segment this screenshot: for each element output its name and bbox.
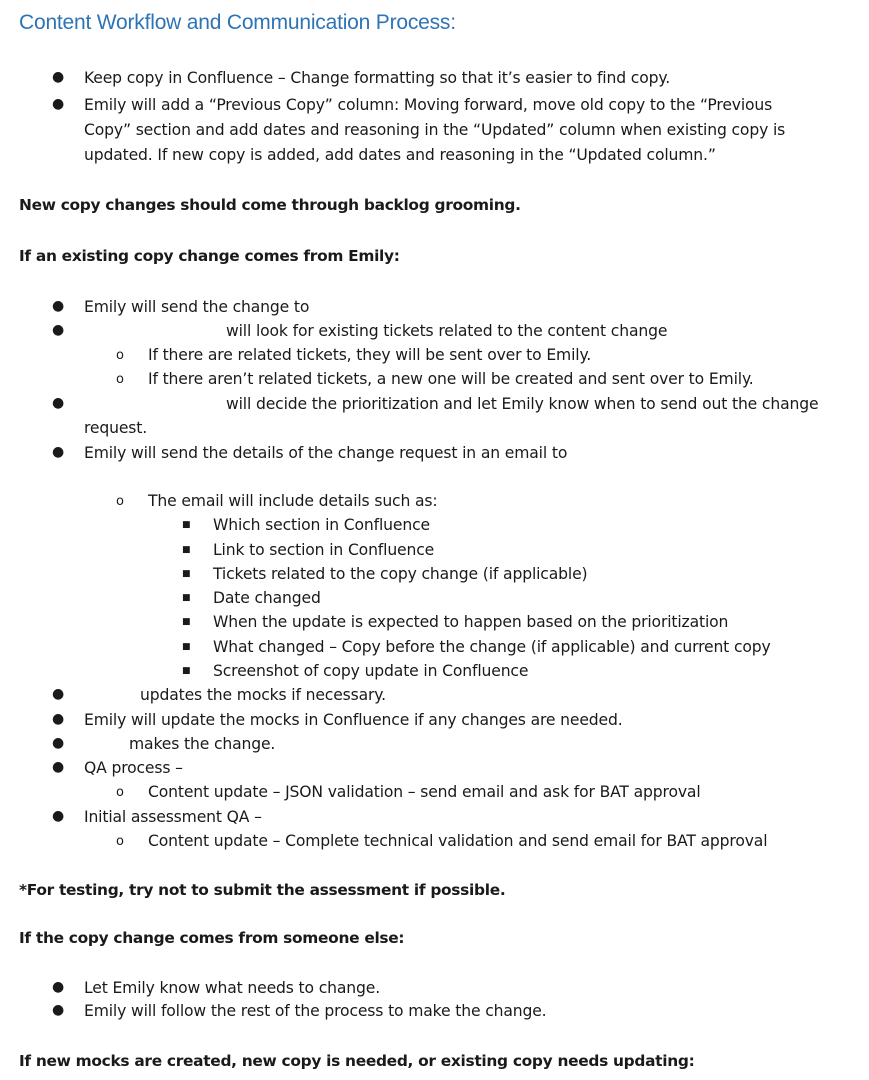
list-item: Initial assessment QA –: [84, 808, 262, 826]
list-item: What changed – Copy before the change (if applicable) and current copy: [213, 638, 771, 656]
bullet-circle: o: [116, 372, 124, 387]
list-item: Content update – JSON validation – send email and ask for BAT approval: [148, 783, 701, 801]
bullet-dot: ●: [52, 759, 65, 775]
backlog-note: New copy changes should come through backlog grooming.: [19, 196, 521, 214]
bullet-circle: o: [116, 494, 124, 509]
list-item: Date changed: [213, 589, 321, 607]
intro-line: Copy” section and add dates and reasoning in the “Updated” column when existing copy is: [84, 121, 786, 139]
list-item: Emily will update the mocks in Confluence if any changes are needed.: [84, 711, 623, 729]
document-title: Content Workflow and Communication Process:: [19, 11, 456, 34]
list-item: QA process –: [84, 759, 183, 777]
list-item: will decide the prioritization and let Emily know when to send out the change: [226, 395, 819, 413]
bullet-dot: ●: [52, 69, 65, 85]
list-item: will look for existing tickets related to the content change: [226, 322, 668, 340]
bullet-dot: ●: [52, 444, 65, 460]
list-item: Which section in Confluence: [213, 516, 430, 534]
bullet-circle: o: [116, 348, 124, 363]
bullet-dot: ●: [52, 735, 65, 751]
list-item: updates the mocks if necessary.: [140, 686, 386, 704]
list-item: If there are related tickets, they will be sent over to Emily.: [148, 346, 592, 364]
bullet-circle: o: [116, 834, 124, 849]
list-item: If there aren’t related tickets, a new one will be created and sent over to Emily.: [148, 370, 754, 388]
bullet-square: ■: [182, 666, 191, 676]
list-item: makes the change.: [129, 735, 276, 753]
bullet-square: ■: [182, 545, 191, 555]
bullet-dot: ●: [52, 1002, 65, 1018]
section-heading-else: If the copy change comes from someone else:: [19, 929, 405, 947]
intro-line: Emily will add a “Previous Copy” column: Moving forward, move old copy to the “Previous: [84, 96, 773, 114]
list-item: When the update is expected to happen based on the prioritization: [213, 613, 729, 631]
bullet-dot: ●: [52, 395, 65, 411]
intro-line: updated. If new copy is added, add dates and reasoning in the “Updated column.”: [84, 146, 716, 164]
list-item: Tickets related to the copy change (if applicable): [213, 565, 588, 583]
bullet-dot: ●: [52, 711, 65, 727]
intro-line: Keep copy in Confluence – Change formatting so that it’s easier to find copy.: [84, 69, 670, 87]
list-item: Link to section in Confluence: [213, 541, 435, 559]
bullet-dot: ●: [52, 808, 65, 824]
list-item: Screenshot of copy update in Confluence: [213, 662, 529, 680]
bullet-dot: ●: [52, 298, 65, 314]
list-item: Content update – Complete technical validation and send email for BAT approval: [148, 832, 768, 850]
list-item: Emily will follow the rest of the process to make the change.: [84, 1002, 547, 1020]
bullet-square: ■: [182, 520, 191, 530]
list-item: The email will include details such as:: [148, 492, 438, 510]
bullet-square: ■: [182, 642, 191, 652]
testing-note: *For testing, try not to submit the assessment if possible.: [19, 881, 506, 899]
bullet-square: ■: [182, 617, 191, 627]
bullet-square: ■: [182, 593, 191, 603]
bullet-dot: ●: [52, 96, 65, 112]
section-heading-final: If new mocks are created, new copy is needed, or existing copy needs updating:: [19, 1052, 695, 1070]
bullet-dot: ●: [52, 686, 65, 702]
list-item: Emily will send the details of the change request in an email to: [84, 444, 568, 462]
list-item: Let Emily know what needs to change.: [84, 979, 381, 997]
bullet-square: ■: [182, 569, 191, 579]
bullet-dot: ●: [52, 322, 65, 338]
list-item: Emily will send the change to: [84, 298, 310, 316]
bullet-dot: ●: [52, 979, 65, 995]
list-item: request.: [84, 419, 148, 437]
section-heading-emily: If an existing copy change comes from Emily:: [19, 247, 400, 265]
bullet-circle: o: [116, 785, 124, 800]
